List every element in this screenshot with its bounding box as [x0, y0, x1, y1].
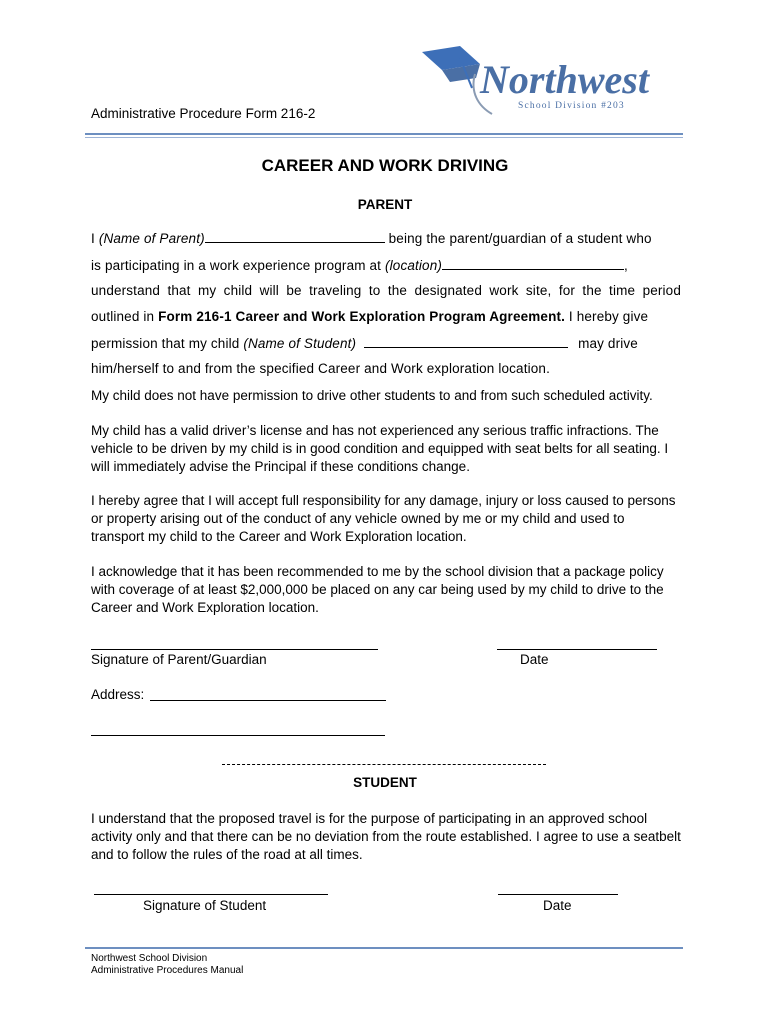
- location-label: (location): [385, 258, 443, 273]
- no-passengers-line: My child does not have permission to drive other students to and from such scheduled activity.: [91, 388, 653, 403]
- form-reference-line: outlined in Form 216-1 Career and Work Exploration Program Agreement. I hereby give: [91, 309, 649, 324]
- section-divider: [222, 764, 546, 765]
- student-signature-label: Signature of Student: [143, 898, 267, 913]
- parent-name-field[interactable]: [205, 230, 385, 243]
- student-date-label: Date: [543, 898, 572, 913]
- responsibility-paragraph: I hereby agree that I will accept full responsibility for any damage, injury or loss caused to persons or property arising out of the conduct of any vehicle owned by me or my child and used to transport my child to the Career and Work Exploration location.: [91, 493, 676, 544]
- student-date-field[interactable]: [498, 894, 618, 895]
- form-reference: Form 216-1 Career and Work Exploration Program Agreement.: [158, 309, 566, 324]
- understand-line: understand that my child will be traveling to the designated work site, for the time period: [91, 283, 681, 298]
- student-heading: STUDENT: [353, 775, 417, 790]
- student-name-label: (Name of Student): [243, 336, 357, 351]
- form-id: Administrative Procedure Form 216-2: [91, 106, 316, 121]
- location-field[interactable]: [442, 257, 624, 270]
- student-name-line: permission that my child (Name of Student) may drive: [91, 336, 638, 351]
- address-field-1[interactable]: [150, 700, 386, 701]
- logo-wordmark: Northwest: [480, 57, 649, 102]
- location-line: is participating in a work experience program at (location) ,: [91, 258, 628, 273]
- license-paragraph: My child has a valid driver’s license and has not experienced any serious traffic infractions. The vehicle to be driven by my child is in good condition and equipped with seat belts for all seating. I will immediately advise the Principal if these conditions change.: [91, 423, 669, 474]
- logo-subtitle: School Division #203: [518, 101, 625, 111]
- location-permission-line: him/herself to and from the specified Career and Work exploration location.: [91, 361, 550, 376]
- parent-date-field[interactable]: [497, 649, 657, 650]
- parent-date-label: Date: [520, 652, 549, 667]
- parent-name-line: I (Name of Parent) being the parent/guardian of a student who: [91, 231, 652, 246]
- student-name-field[interactable]: [364, 335, 568, 348]
- parent-signature-label: Signature of Parent/Guardian: [91, 652, 267, 667]
- student-signature-field[interactable]: [94, 894, 328, 895]
- student-paragraph: I understand that the proposed travel is for the purpose of participating in an approved school activity only and that there can be no deviation from the route established. I agree to use a seatbelt and to follow the rules of the road at all times.: [91, 811, 681, 862]
- footer-division: Northwest School Division: [91, 953, 208, 964]
- parent-name-label: (Name of Parent): [98, 231, 205, 246]
- address-label: Address:: [91, 687, 145, 702]
- footer-manual: Administrative Procedures Manual: [91, 965, 244, 976]
- parent-signature-field[interactable]: [91, 649, 378, 650]
- insurance-paragraph: I acknowledge that it has been recommended to me by the school division that a package policy with coverage of at least $2,000,000 be placed on any car being used by my child to drive to the Career and Work Exploration location.: [91, 564, 664, 615]
- division-logo: [420, 44, 649, 124]
- address-field-2[interactable]: [91, 735, 385, 736]
- page-title: CAREER AND WORK DRIVING: [261, 156, 509, 175]
- header-rule: [85, 133, 683, 135]
- footer-rule: [85, 947, 683, 949]
- header-rule-thin: [85, 137, 683, 138]
- parent-heading: PARENT: [357, 197, 413, 212]
